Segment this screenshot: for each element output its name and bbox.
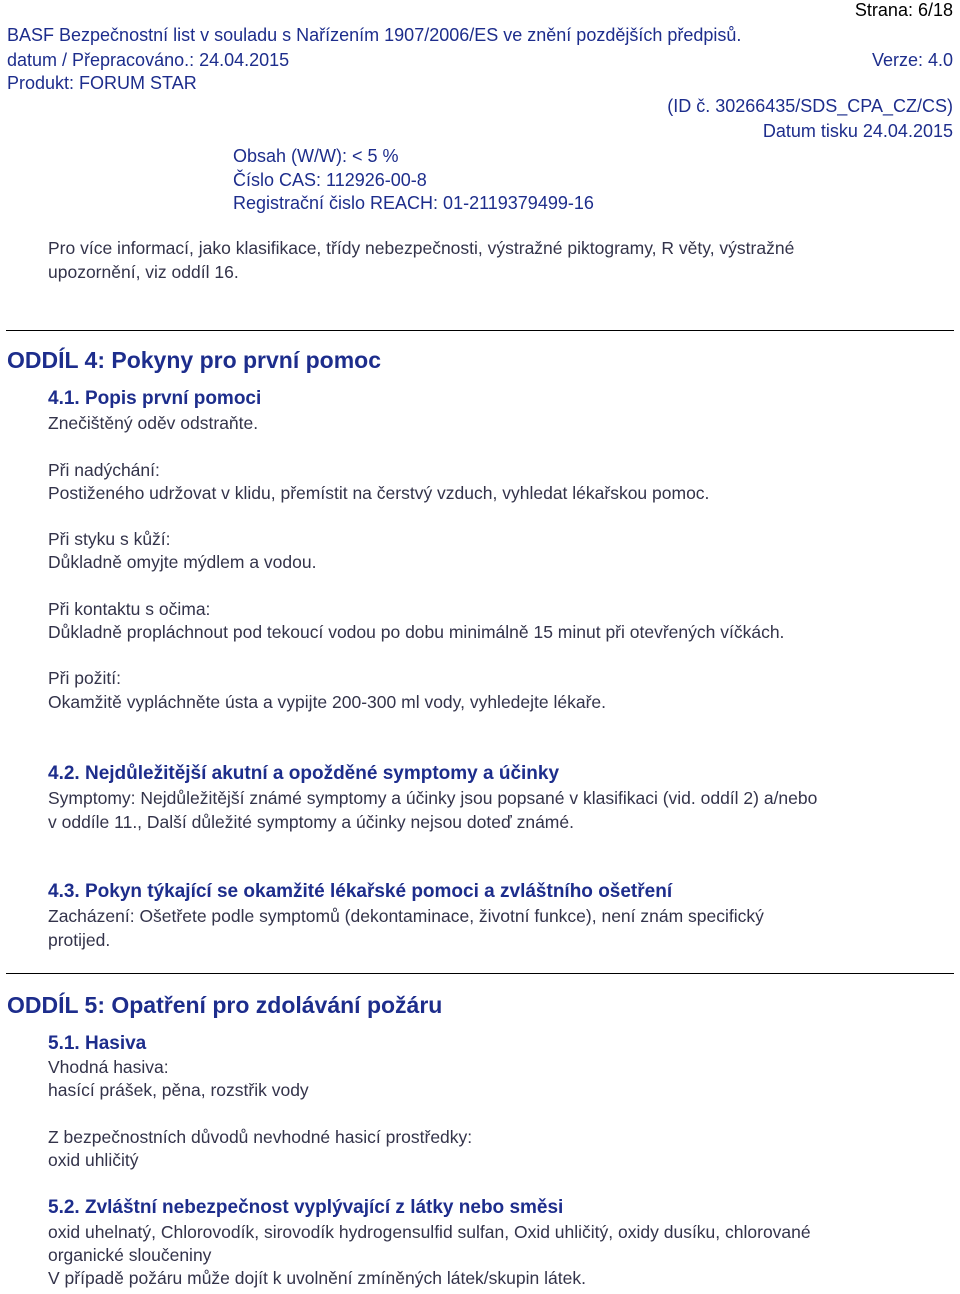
component-cas: Číslo CAS: 112926-00-8	[233, 170, 427, 190]
section-divider	[6, 330, 954, 331]
section-4-title: ODDÍL 4: Pokyny pro první pomoc	[7, 347, 382, 373]
info-note-line2: upozornění, viz oddíl 16.	[48, 262, 239, 282]
symptoms-line2: v oddíle 11., Další důležité symptomy a účinky nejsou doteď známé.	[48, 812, 574, 832]
section-5-2-title: 5.2. Zvláštní nebezpečnost vyplývající z látky nebo směsi	[48, 1197, 564, 1218]
revision-date: datum / Přepracováno.: 24.04.2015	[7, 50, 290, 70]
suitable-media-text: hasící prášek, pěna, rozstřik vody	[48, 1080, 309, 1100]
section-5-1-title: 5.1. Hasiva	[48, 1033, 147, 1054]
document-id: (ID č. 30266435/SDS_CPA_CZ/CS)	[667, 96, 953, 116]
treatment-line1: Zacházení: Ošetřete podle symptomů (dekontaminace, životní funkce), není znám specifický	[48, 906, 764, 926]
section-4-3-title: 4.3. Pokyn týkající se okamžité lékařské pomoci a zvláštního ošetření	[48, 881, 673, 902]
suitable-media-label: Vhodná hasiva:	[48, 1057, 169, 1077]
first-aid-intro: Znečištěný oděv odstraňte.	[48, 413, 259, 433]
unsuitable-media-label: Z bezpečnostních důvodů nevhodné hasicí prostředky:	[48, 1127, 473, 1147]
skin-text: Důkladně omyjte mýdlem a vodou.	[48, 552, 317, 572]
section-5-title: ODDÍL 5: Opatření pro zdolávání požáru	[7, 992, 443, 1018]
regulation-line: BASF Bezpečnostní list v souladu s Nařízením 1907/2006/ES ve znění pozdějších předpisů.	[7, 25, 742, 45]
ingestion-text: Okamžitě vypláchněte ústa a vypijte 200-300 ml vody, vyhledejte lékaře.	[48, 692, 607, 712]
info-note-line1: Pro více informací, jako klasifikace, třídy nebezpečnosti, výstražné piktogramy, R věty, výstražné	[48, 238, 795, 258]
treatment-line2: protijed.	[48, 930, 111, 950]
ingestion-label: Při požití:	[48, 668, 121, 688]
product-name: Produkt: FORUM STAR	[7, 73, 197, 93]
skin-label: Při styku s kůží:	[48, 529, 171, 549]
section-4-1-title: 4.1. Popis první pomoci	[48, 388, 262, 409]
component-reach: Registrační čislo REACH: 01-2119379499-16	[233, 193, 594, 213]
section-4-2-title: 4.2. Nejdůležitější akutní a opožděné symptomy a účinky	[48, 763, 560, 784]
section-divider	[6, 973, 954, 974]
page-number: Strana: 6/18	[854, 0, 953, 20]
hazard-line3: V případě požáru může dojít k uvolnění zmíněných látek/skupin látek.	[48, 1268, 586, 1288]
hazard-line2: organické sloučeniny	[48, 1245, 212, 1265]
hazard-line1: oxid uhelnatý, Chlorovodík, sirovodík hydrogensulfid sulfan, Oxid uhličitý, oxidy dusíku, chlorované	[48, 1222, 811, 1242]
eye-text: Důkladně propláchnout pod tekoucí vodou po dobu minimálně 15 minut při otevřených víčkách.	[48, 622, 785, 642]
version: Verze: 4.0	[871, 50, 953, 70]
print-date: Datum tisku 24.04.2015	[762, 121, 953, 141]
eye-label: Při kontaktu s očima:	[48, 599, 211, 619]
unsuitable-media-text: oxid uhličitý	[48, 1150, 139, 1170]
inhalation-label: Při nadýchání:	[48, 460, 160, 480]
component-content: Obsah (W/W): < 5 %	[233, 146, 399, 166]
inhalation-text: Postiženého udržovat v klidu, přemístit na čerstvý vzduch, vyhledat lékařskou pomoc.	[48, 483, 710, 503]
symptoms-line1: Symptomy: Nejdůležitější známé symptomy a účinky jsou popsané v klasifikaci (vid. oddíl 2) a/nebo	[48, 788, 818, 808]
